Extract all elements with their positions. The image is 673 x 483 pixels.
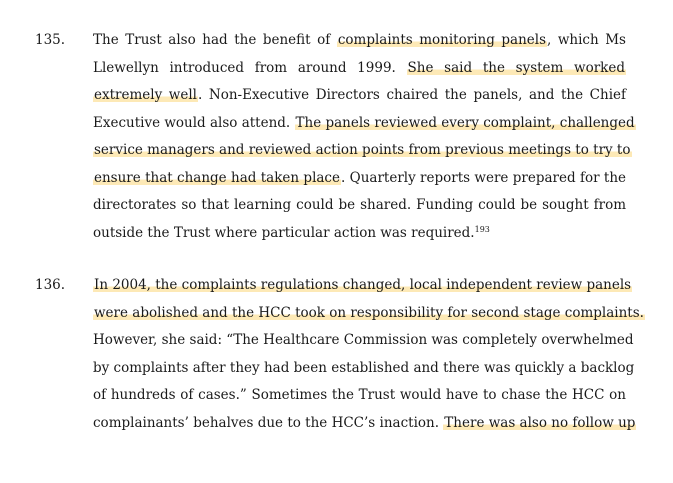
highlighted-text: In 2004, the complaints regulations changed, local independent review panels (94, 277, 632, 293)
highlighted-text: There was also no follow up (444, 414, 636, 431)
text-segment: outside the Trust where particular action was required. (93, 224, 475, 241)
text-line (93, 382, 626, 410)
text-line (93, 110, 635, 138)
text-line (93, 220, 626, 248)
text-segment: directorates so that learning could be shared. Funding could be sought from (93, 197, 626, 213)
paragraph-number: 135. (35, 32, 66, 48)
text-segment: complainants’ behalves due to the HCC’s inaction. (93, 414, 444, 431)
paragraph-body (93, 272, 644, 437)
paragraph-number: 136. (35, 277, 66, 293)
highlighted-text: were abolished and the HCC took on responsibility for second stage complaints. (94, 304, 644, 321)
highlighted-text: She said the system worked (407, 59, 625, 76)
text-segment: Executive would also attend. (93, 114, 295, 131)
highlighted-text: service managers and reviewed action points from previous meetings to try to (94, 142, 631, 158)
text-line (93, 165, 626, 193)
text-segment: , which Ms (547, 32, 626, 48)
text-segment: of hundreds of cases.” Sometimes the Trust would have to chase the HCC on (93, 387, 626, 403)
footnote-reference: 193 (474, 224, 490, 234)
text-segment: However, she said: “The Healthcare Commission was completely overwhelmed (93, 332, 634, 348)
text-line (93, 192, 626, 220)
highlighted-text: complaints monitoring panels (337, 32, 547, 48)
highlighted-text: ensure that change had taken place (94, 169, 340, 186)
text-line (93, 410, 636, 438)
text-segment: Llewellyn introduced from around 1999. (93, 59, 407, 76)
text-segment: . Quarterly reports were prepared for the (341, 169, 626, 186)
text-line (93, 355, 635, 383)
text-line (93, 272, 632, 300)
text-segment: The Trust also had the benefit of (93, 32, 337, 48)
text-segment: . Non-Executive Directors chaired the panels, and the Chief (198, 87, 627, 103)
text-line (93, 327, 634, 355)
highlighted-text: The panels reviewed every complaint, challenged (295, 114, 635, 131)
paragraph-body (93, 27, 635, 247)
text-line (93, 27, 626, 55)
text-segment: by complaints after they had been established and there was quickly a backlog (93, 359, 635, 376)
highlighted-text: extremely well (94, 87, 197, 103)
text-line (93, 82, 626, 110)
text-line (93, 137, 631, 165)
text-line (93, 300, 644, 328)
text-line (93, 55, 626, 83)
